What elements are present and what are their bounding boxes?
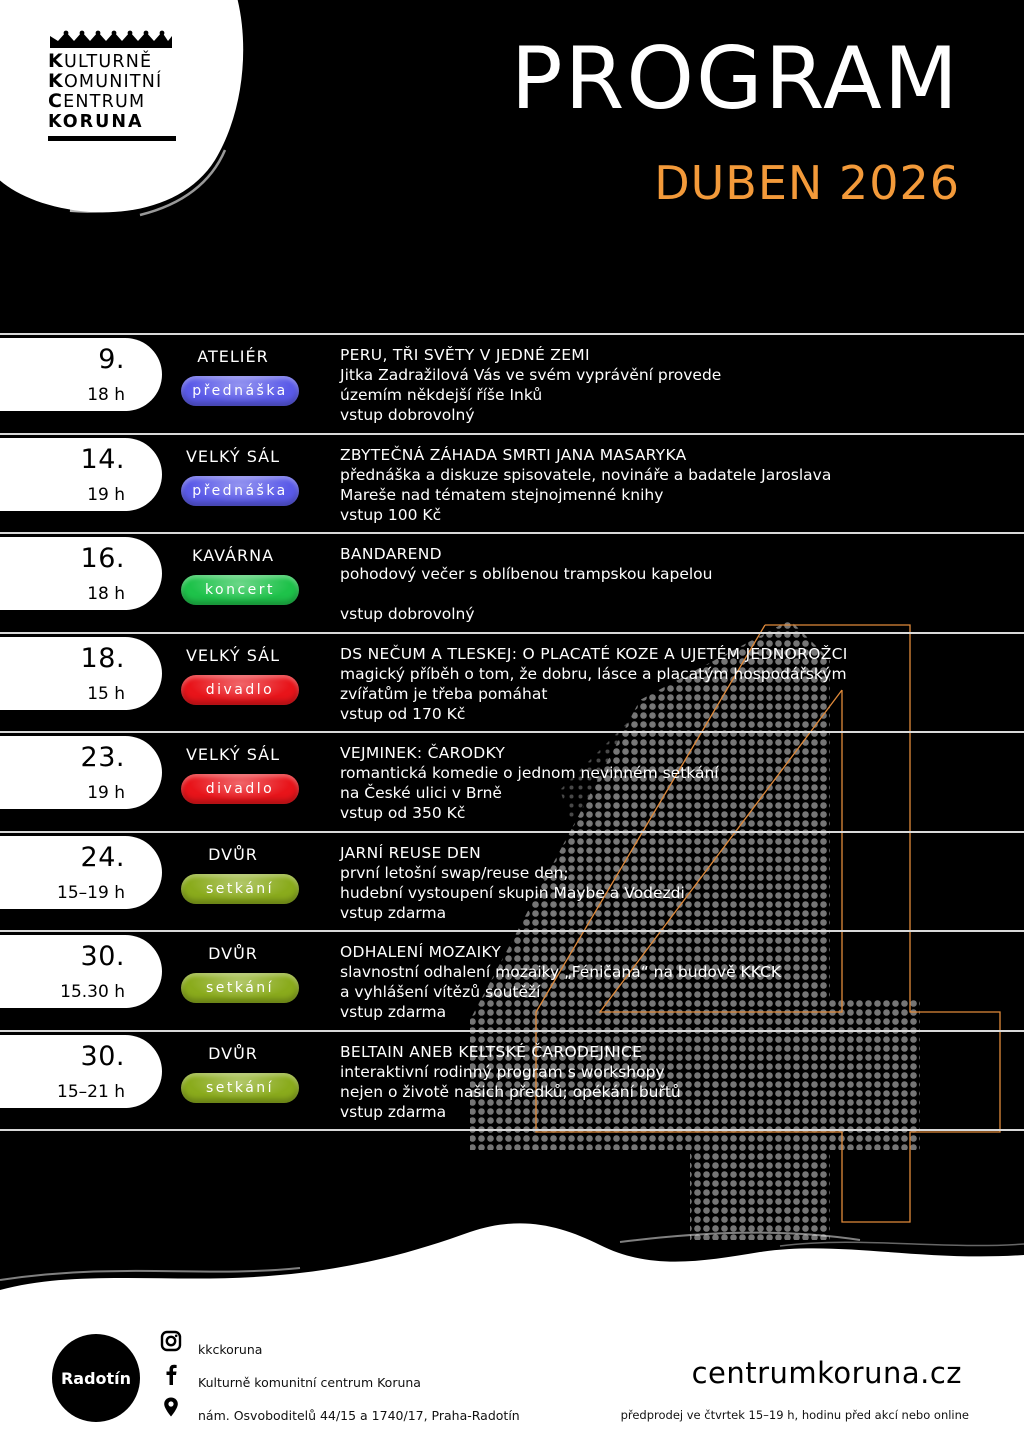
logo-line-2: KOMUNITNÍ [48,70,163,92]
event-description [340,644,1010,724]
event-description [340,345,1010,425]
event-category-tag: divadlo [181,774,299,804]
event-category-tag: přednáška [181,476,299,506]
event-detail-line: na České ulici v Brně [340,784,502,802]
event-title: VEJMINEK: ČARODKY [340,744,506,762]
event-title: DS NEČUM A TLESKEJ: O PLACATÉ KOZE A UJETÉM JEDNOROŽCI [340,644,848,663]
event-day: 9. [98,344,125,375]
event-title: ODHALENÍ MOZAIKY [340,943,502,961]
crown-icon [48,30,174,50]
facebook-page-name: Kulturně komunitní centrum Koruna [198,1375,421,1390]
event-venue: ATELIÉR [197,347,269,366]
event-detail-line: pohodový večer s oblíbenou trampskou kapelou [340,565,713,583]
event-date-box [0,736,162,809]
event-detail-line: přednáška a diskuze spisovatele, novináře a badatele Jaroslava [340,465,832,484]
event-row [0,532,1024,632]
event-row [0,731,1024,831]
logo-line-4: KORUNA [48,112,144,132]
event-entry-fee: vstup dobrovolný [340,605,475,623]
page-subtitle: DUBEN 2026 [654,156,960,210]
event-time: 15–19 h [57,882,125,903]
event-day: 24. [80,841,125,873]
event-detail-line: interaktivní rodinný program s workshopy [340,1062,665,1081]
event-venue: VELKÝ SÁL [185,745,281,764]
event-venue: DVŮR [208,844,258,864]
logo-underline [48,136,176,141]
event-detail-line: Mareše nad tématem stejnojmenné knihy [340,485,664,504]
website-link[interactable]: centrumkoruna.cz [691,1356,962,1390]
event-entry-fee: vstup zdarma [340,903,447,922]
event-title: BELTAIN ANEB KELTSKÉ ČARODEJNICE [340,1042,643,1061]
event-date-box [0,338,162,411]
event-entry-fee: vstup zdarma [340,1102,447,1121]
event-entry-fee: vstup zdarma [340,1003,447,1021]
address-text: nám. Osvoboditelů 44/15 a 1740/17, Praha-Radotín [198,1408,520,1423]
logo-line-1: KULTURNĚ [48,50,153,72]
event-venue: VELKÝ SÁL [185,645,281,665]
event-title: BANDAREND [340,545,442,563]
event-time: 15–21 h [57,1081,125,1102]
event-category-tag: přednáška [181,376,299,406]
event-detail-line: první letošní swap/reuse den; [340,863,569,882]
location-pin-icon [160,1396,182,1418]
event-time: 18 h [87,385,125,405]
logo-line-3: CENTRUM [48,90,146,112]
event-title: PERU, TŘI SVĚTY V JEDNÉ ZEMI [340,346,590,364]
instagram-icon [160,1330,182,1352]
event-day: 18. [80,642,125,674]
event-category-tag: setkání [181,973,299,1003]
event-day: 30. [80,941,125,972]
event-venue: DVŮR [208,1043,258,1063]
facebook-icon [160,1363,182,1385]
event-detail-line [340,584,1010,604]
event-day: 23. [80,742,125,773]
event-entry-fee: vstup od 350 Kč [340,804,466,822]
event-row [0,1030,1024,1130]
event-detail-line: romantická komedie o jednom nevinném setkání [340,764,719,782]
event-row [0,831,1024,931]
event-row [0,433,1024,533]
event-description [340,1042,1010,1122]
instagram-handle: kkckoruna [198,1342,263,1357]
event-date-box [0,637,162,710]
event-category-tag: divadlo [181,675,299,705]
event-description [340,743,1010,823]
event-entry-fee: vstup od 170 Kč [340,704,466,723]
event-entry-fee: vstup 100 Kč [340,505,442,524]
event-day: 14. [80,443,125,475]
event-row [0,333,1024,433]
organization-logo [48,30,188,141]
district-badge [52,1334,140,1422]
facebook-link[interactable] [160,1363,421,1390]
event-description [340,942,1010,1022]
event-entry-fee: vstup dobrovolný [340,406,475,424]
event-row [0,930,1024,1030]
event-detail-line: Jitka Zadražilová Vás ve svém vyprávění provede [340,366,722,384]
event-day: 30. [80,1040,125,1072]
event-date-box [0,537,162,610]
address-block [160,1396,520,1423]
event-date-box [0,935,162,1008]
event-day: 16. [80,543,125,574]
event-venue: VELKÝ SÁL [185,446,281,466]
event-detail-line: nejen o životě našich předků; opékání buřtů [340,1082,681,1101]
event-description [340,843,1010,923]
event-detail-line: magický příběh o tom, že dobru, lásce a placatým hospodářským [340,664,847,683]
page-title: PROGRAM [510,29,960,129]
event-title: ZBYTEČNÁ ZÁHADA SMRTI JANA MASARYKA [340,445,687,464]
event-row [0,632,1024,732]
event-time: 19 h [87,484,125,505]
district-name: Radotín [60,1368,132,1388]
event-venue: DVŮR [208,944,258,963]
event-description [340,445,1010,525]
event-date-box [0,438,162,511]
presale-info: předprodej ve čtvrtek 15–19 h, hodinu před akcí nebo online [620,1408,969,1422]
event-category-tag: koncert [181,575,299,605]
event-date-box [0,1035,162,1108]
event-list-divider [0,1129,1024,1131]
event-title: JARNÍ REUSE DEN [340,843,482,862]
event-time: 19 h [87,783,125,803]
instagram-link[interactable] [160,1330,263,1357]
event-time: 15.30 h [60,982,125,1002]
event-time: 18 h [87,584,125,604]
event-date-box [0,836,162,909]
event-detail-line: zvířatům je třeba pomáhat [340,684,548,703]
event-detail-line: a vyhlášení vítězů soutěží [340,983,541,1001]
event-detail-line: slavnostní odhalení mozaiky „Féničana“ na budově KKCK [340,963,782,981]
event-category-tag: setkání [181,1073,299,1103]
event-venue: KAVÁRNA [191,546,275,565]
event-detail-line: územím někdejší říše Inků [340,386,543,404]
event-list [0,333,1024,1131]
event-category-tag: setkání [181,874,299,904]
event-detail-line: hudební vystoupení skupin Maybe a Vodezdi [340,883,685,902]
event-time: 15 h [87,683,125,704]
event-description [340,544,1010,624]
